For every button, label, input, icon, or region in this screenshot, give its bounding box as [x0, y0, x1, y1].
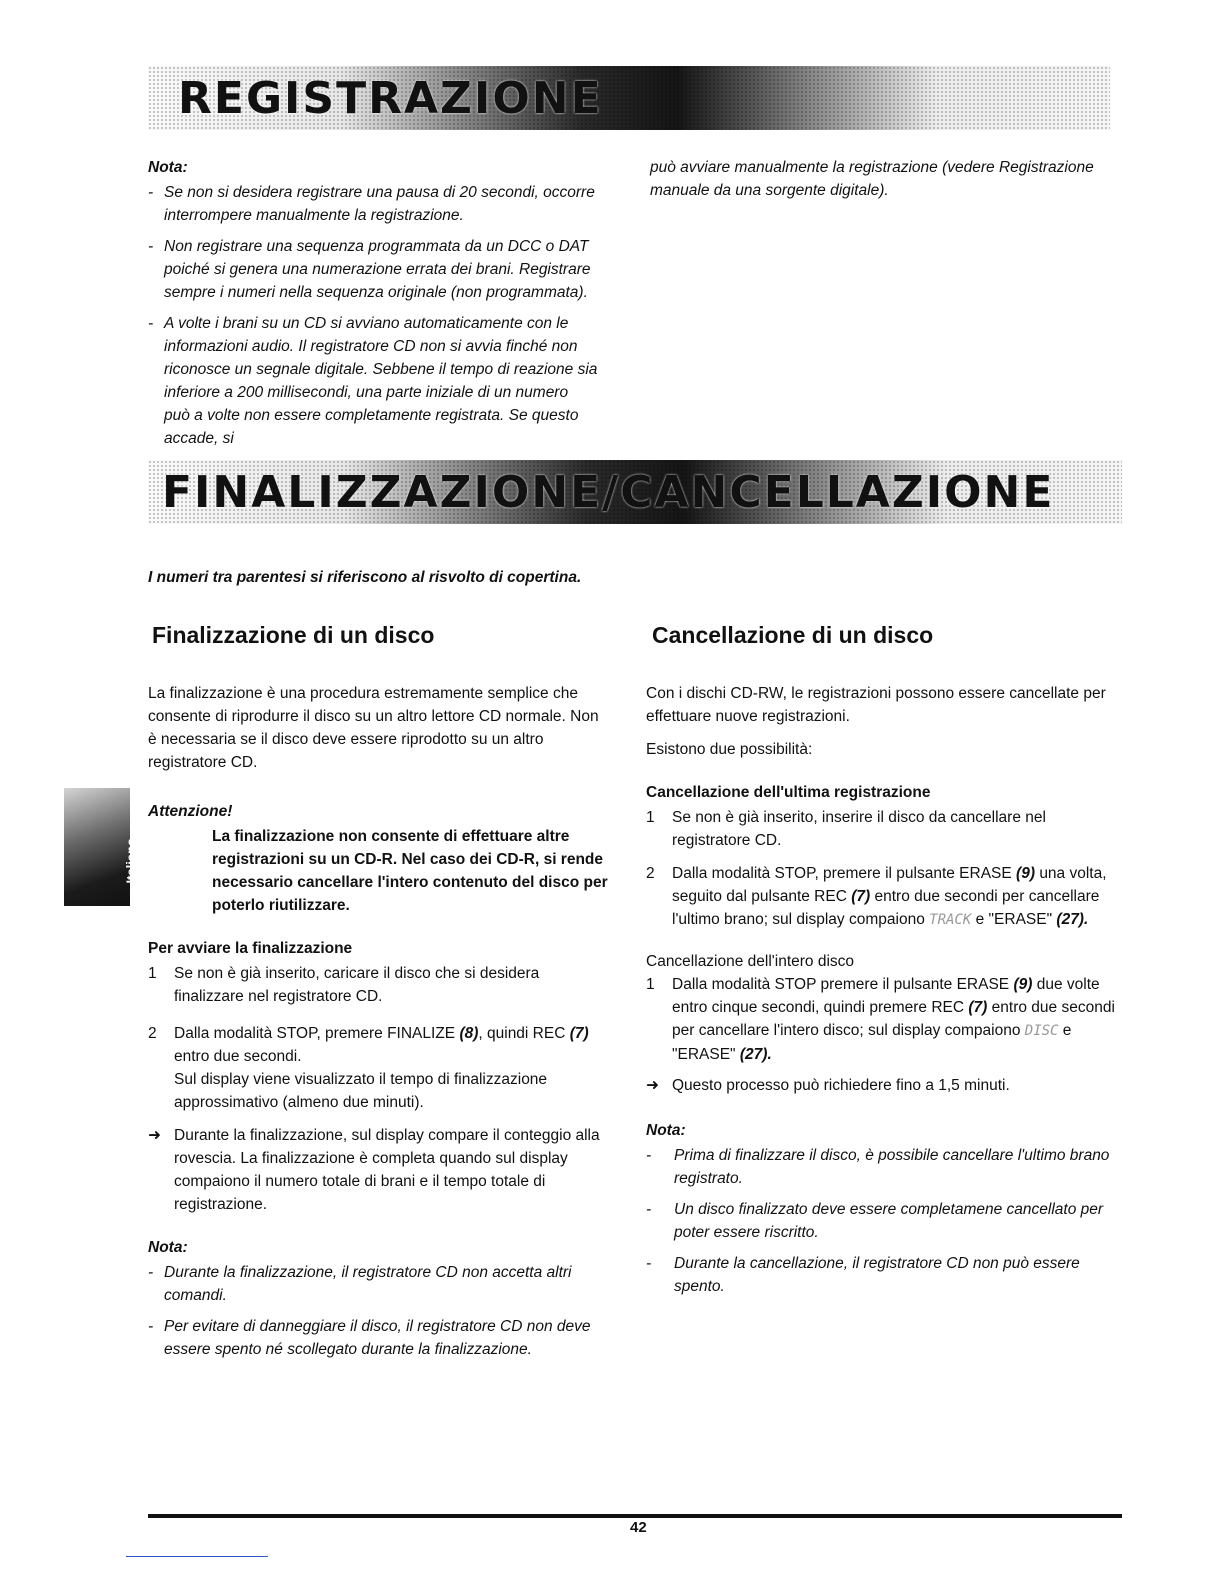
section-title: REGISTRAZIONE: [178, 73, 603, 124]
step-text: una volta, seguito dal pulsante REC: [672, 865, 1107, 905]
erase-all-subhead: Cancellazione dell'intero disco: [646, 953, 855, 970]
footer-rule: [148, 1514, 1122, 1518]
erase-last-step-2: [646, 862, 1116, 932]
step-text: Dalla modalità STOP, premere il pulsante ERASE: [672, 865, 1012, 882]
nota-label: Nota:: [148, 159, 188, 176]
note-item: - Per evitare di danneggiare il disco, il registratore CD non deve essere spento né scollegato durante la finalizzazione.: [148, 1315, 610, 1361]
step-number: 1: [646, 976, 655, 993]
button-ref: (9): [1013, 976, 1033, 993]
step-text: entro due secondi per cancellare l'ultimo brano; sul display compaiono: [672, 888, 1100, 928]
step-number: 1: [646, 809, 655, 826]
note-item: - Non registrare una sequenza programmata da un DCC o DAT poiché si genera una numerazione errata dei brani. Registrare sempre i numeri nella sequenza originale (non programmata).: [148, 235, 598, 304]
finalizzazione-heading: Finalizzazione di un disco: [152, 622, 435, 648]
step-number: 2: [646, 865, 655, 882]
step-text: Se non è già inserito, inserire il disco da cancellare nel registratore CD.: [672, 809, 1046, 849]
step-text: Dalla modalità STOP premere il pulsante ERASE: [672, 976, 1010, 993]
registrazione-notes-continued: [650, 156, 1110, 202]
step-text: e "ERASE": [975, 911, 1053, 928]
finalize-step-2: [148, 1022, 610, 1114]
intro-text: I numeri tra parentesi si riferiscono al risvolto di copertina.: [148, 569, 582, 586]
button-ref: (27).: [739, 1046, 772, 1063]
page-number: 42: [630, 1519, 647, 1536]
note-continuation: può avviare manualmente la registrazione (vedere Registrazione manuale da una sorgente digitale).: [650, 159, 1094, 199]
cancellazione-para: Con i dischi CD-RW, le registrazioni possono essere cancellate per effettuare nuove registrazioni.: [646, 685, 1106, 725]
left-column: [148, 682, 610, 1369]
step-text: entro due secondi per cancellare l'intero disco; sul display compaiono: [672, 999, 1115, 1039]
note-item: - Durante la cancellazione, il registratore CD non può essere spento.: [646, 1252, 1116, 1298]
side-tab-label: Italiano: [124, 838, 139, 884]
step-text: due volte entro cinque secondi, quindi premere REC: [672, 976, 1100, 1016]
warning-label: Attenzione!: [148, 803, 233, 820]
cancellazione-heading: Cancellazione di un disco: [652, 622, 934, 648]
section-banner-finalizzazione: [148, 460, 1122, 524]
language-side-tab: [64, 788, 139, 906]
section-banner-registrazione: [148, 66, 1110, 130]
step-text: entro due secondi.: [174, 1048, 302, 1065]
step-number: 1: [148, 965, 157, 982]
warning-text: La finalizzazione non consente di effettuare altre registrazioni su un CD-R. Nel caso dei CD-R, si rende necessario cancellare l'intero contenuto del disco per poterlo riutilizzare.: [212, 828, 608, 914]
lcd-disc-indicator: DISC: [1024, 1023, 1059, 1039]
step-text: Se non è già inserito, caricare il disco che si desidera finalizzare nel registratore CD.: [174, 965, 540, 1005]
erase-last-step-1: [646, 806, 1116, 852]
erase-arrow-note: [646, 1074, 1116, 1097]
decorative-line: [126, 1556, 268, 1557]
button-ref: (7): [968, 999, 988, 1016]
registrazione-notes: [148, 156, 598, 458]
button-ref: (9): [1016, 865, 1035, 882]
arrow-icon: ➜: [148, 1127, 161, 1144]
possibilita-text: Esistono due possibilità:: [646, 741, 813, 758]
button-ref: (8): [459, 1025, 479, 1042]
step-text: , quindi REC: [478, 1025, 566, 1042]
right-column: [646, 682, 1116, 1306]
section-title: FINALIZZAZIONE/CANCELLAZIONE: [162, 467, 1055, 518]
step-text: Dalla modalità STOP, premere FINALIZE: [174, 1025, 456, 1042]
finalize-subhead: Per avviare la finalizzazione: [148, 940, 353, 957]
note-item: - A volte i brani su un CD si avviano automaticamente con le informazioni audio. Il registratore CD non si avvia finché non riconosce un segnale digitale. Sebbene il tempo di reazione sia inferiore a 200 millisecondi, una parte iniziale di un numero può a volte non essere completamente registrata. Se questo accade, si: [148, 312, 598, 450]
erase-last-subhead: Cancellazione dell'ultima registrazione: [646, 784, 931, 801]
lcd-track-indicator: TRACK: [929, 912, 972, 928]
note-item: - Se non si desidera registrare una pausa di 20 secondi, occorre interrompere manualmente la registrazione.: [148, 181, 598, 227]
note-item: - Un disco finalizzato deve essere completamene cancellato per poter essere riscritto.: [646, 1198, 1116, 1244]
arrow-icon: ➜: [646, 1077, 659, 1094]
note-item: - Durante la finalizzazione, il registratore CD non accetta altri comandi.: [148, 1261, 610, 1307]
button-ref: (7): [569, 1025, 589, 1042]
finalize-step-1: [148, 962, 610, 1008]
nota-label: Nota:: [148, 1239, 188, 1256]
button-ref: (7): [851, 888, 871, 905]
erase-all-step-1: [646, 973, 1116, 1066]
step-number: 2: [148, 1025, 157, 1042]
finalize-arrow-note: [148, 1124, 610, 1216]
finalizzazione-para: La finalizzazione è una procedura estremamente semplice che consente di riprodurre il disco su un altro lettore CD normale. Non è necessaria se il disco deve essere riprodotto su un altro registratore CD.: [148, 685, 599, 771]
nota-label: Nota:: [646, 1122, 686, 1139]
button-ref: (27).: [1056, 911, 1089, 928]
note-item: - Prima di finalizzare il disco, è possibile cancellare l'ultimo brano registrato.: [646, 1144, 1116, 1190]
step-text: Sul display viene visualizzato il tempo di finalizzazione approssimativo (almeno due minuti).: [174, 1071, 548, 1111]
arrow-text: Questo processo può richiedere fino a 1,5 minuti.: [672, 1077, 1010, 1094]
arrow-text: Durante la finalizzazione, sul display compare il conteggio alla rovescia. La finalizzazione è completa quando sul display compaiono il numero totale di brani e il tempo totale di registrazione.: [174, 1127, 600, 1213]
step-text: e "ERASE": [672, 1022, 1072, 1063]
